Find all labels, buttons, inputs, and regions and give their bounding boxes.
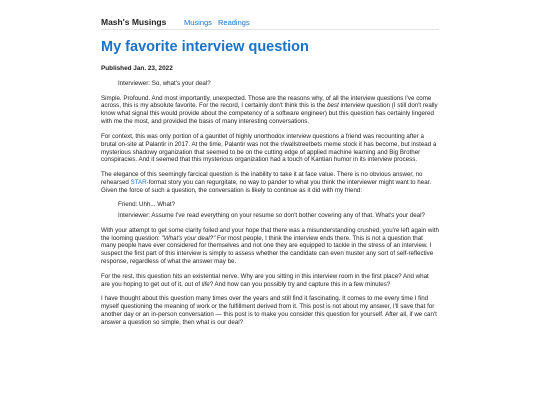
- emphasis: best: [327, 102, 339, 110]
- text-run: With your attempt to get some clarity foiled and your hope that there was a misunderstanding crushed, you're left again with the looming question:: [101, 226, 439, 242]
- paragraph-5: [101, 273, 439, 289]
- quote-line: Interviewer: So, what's your deal?: [118, 80, 211, 87]
- text-run: interview question (I still don't really know what signal this would provide about the competency of a software engineer) but this question has certainly lingered with me the most, and provided the basis of many interesting conversations.: [101, 102, 438, 126]
- emphasis: "What's your deal?": [161, 234, 216, 242]
- nav-link-musings[interactable]: Musings: [184, 18, 212, 27]
- text-run: -format story you can regurgitate, no way to pander to what you think the interviewer might want to hear. Given the force of such a question, the conversation is likely to continue as it did with my friend:: [101, 178, 432, 194]
- quote-dialogue: [101, 201, 439, 220]
- paragraph-6: I have thought about this question many times over the years and still find it fascinating. It comes to me every time I find myself questioning the meaning of work or the fulfillment derived from it. This post is not about my answer, I'll save that for another day or an in-person conversation — this post is to make you consider this question for yourself. After all, if we can't answer a question so simple, then what is our deal?: [101, 295, 437, 326]
- star-link[interactable]: STAR: [130, 178, 147, 186]
- paragraph-2: For context, this was only portion of a gauntlet of highly unorthodox interview questions a friend was recounting after a brutal on-site at Palantir in 2017. At the time, Palantir was not the r/wallstreetbets meme stock it has become, but instead a mysterious shadowy organization that seemed to be on the cutting edge of applied machine learning and Big Brother conspiracies. And it seemed that this mysterious organization had a touch of Kantian humor in its interview process.: [101, 132, 437, 164]
- quote-interviewer: [101, 80, 439, 88]
- post-title: My favorite interview question: [101, 39, 309, 55]
- post-body: [101, 80, 439, 333]
- nav-divider: [101, 29, 439, 30]
- text-run: ? And how can you possibly try and capture this in a few minutes?: [209, 280, 391, 288]
- quote-line: Interviewer: Assume I've read everything on your resume so don't bother covering any of that. What's your deal?: [118, 212, 425, 220]
- publish-date: Published Jan. 23, 2022: [101, 65, 173, 72]
- quote-line: Friend: Uhh... What?: [118, 201, 176, 209]
- text-run: For most people, I think the interview ends there. This is not a question that many people have ever considered for themselves and not one they are equipped to tackle in the stress of an interview. I suspect the first part of this interview is simply to assess whether the candidate can even muster any sort of self-reflective response, regardless of what the answer may be.: [101, 234, 434, 266]
- paragraph-1: [101, 95, 439, 127]
- nav-link-readings[interactable]: Readings: [218, 18, 250, 27]
- text-run: The elegance of this seemingly farcical question is the inability to take it at face value. There is no obvious answer, no rehearsed: [101, 170, 423, 186]
- paragraph-4: [101, 227, 439, 267]
- text-run: Simple. Profound. And most importantly, unexpected. Those are the reasons why, of all the interview questions I've come across, this is my absolute favorite. For the record, I certainly don't think this is the: [101, 94, 432, 110]
- text-run: For the rest, this question hits an existential nerve. Why are you sitting in this interview room in the first place? And what are you hoping to get out of it, out of: [101, 272, 429, 288]
- paragraph-3: [101, 171, 439, 195]
- emphasis: life: [201, 280, 210, 288]
- site-title[interactable]: Mash's Musings: [101, 17, 167, 27]
